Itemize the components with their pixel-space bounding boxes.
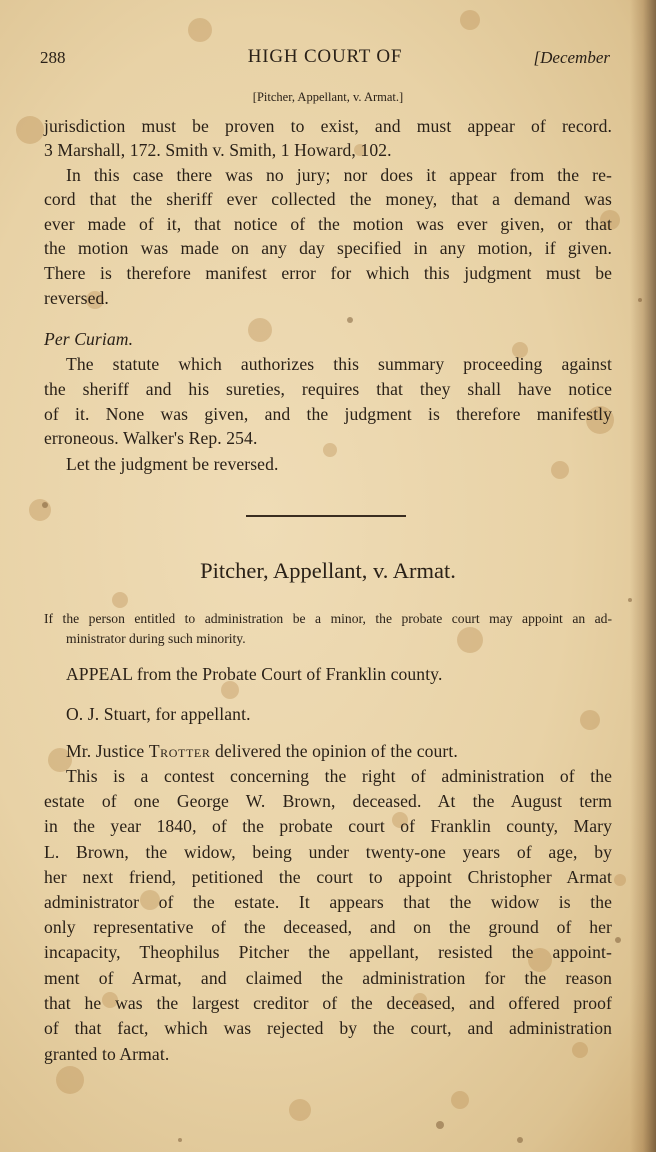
- text-line: Let the judgment be reversed.: [66, 454, 279, 474]
- text-line: her next friend, petitioned the court to appoint Christopher Armat: [44, 867, 612, 887]
- text-line: jurisdiction must be proven to exist, and must appear of record.: [44, 116, 612, 136]
- case-caption: [Pitcher, Appellant, v. Armat.]: [252, 90, 404, 104]
- running-title: HIGH COURT OF: [247, 46, 403, 67]
- text-line: cord that the sheriff ever collected the money, that a demand was: [44, 189, 612, 209]
- text-line: erroneous. Walker's Rep. 254.: [44, 428, 258, 448]
- text-line: the motion was made on any day specified in any motion, if given.: [44, 238, 612, 258]
- text-line: This is a contest concerning the right of administration of the: [66, 766, 612, 786]
- text-line: that he was the largest creditor of the deceased, and offered proof: [44, 993, 612, 1013]
- text-line: granted to Armat.: [44, 1044, 170, 1064]
- opinion-intro: [44, 739, 612, 763]
- case-title: Pitcher, Appellant, v. Armat.: [200, 558, 456, 583]
- page-header: [40, 42, 610, 72]
- text-line: in the year 1840, of the probate court of Franklin county, Mary: [44, 816, 612, 836]
- text-line: of it. None was given, and the judgment is therefore manifestly: [44, 404, 612, 424]
- text-line: estate of one George W. Brown, deceased. At the August term: [44, 791, 612, 811]
- counsel-line: O. J. Stuart, for appellant.: [66, 704, 251, 724]
- opinion-intro-suffix: delivered the opinion of the court.: [214, 741, 458, 761]
- text-line: the sheriff and his sureties, requires that they shall have notice: [44, 379, 612, 399]
- text-line: There is therefore manifest error for which this judgment must be: [44, 263, 612, 283]
- text-line: In this case there was no jury; nor does it appear from the re-: [66, 165, 612, 185]
- text-line: of that fact, which was rejected by the court, and administration: [44, 1018, 612, 1038]
- headnote-line: If the person entitled to administration be a minor, the probate court may appoint an ad-: [44, 611, 612, 626]
- per-curiam-heading: Per Curiam.: [44, 329, 134, 349]
- text-line: only representative of the deceased, and on the ground of her: [44, 917, 612, 937]
- header-month: [December: [533, 48, 610, 67]
- text-line: L. Brown, the widow, being under twenty-one years of age, by: [44, 842, 612, 862]
- section-divider: [246, 515, 406, 517]
- text-line: The statute which authorizes this summary proceeding against: [66, 354, 612, 374]
- text-line: ever made of it, that notice of the motion was ever given, or that: [44, 214, 612, 234]
- text-line: ment of Armat, and claimed the administration for the reason: [44, 968, 612, 988]
- justice-name: Trotter: [148, 741, 211, 761]
- text-line: 3 Marshall, 172. Smith v. Smith, 1 Howard, 102.: [44, 140, 392, 160]
- text-line: administrator of the estate. It appears that the widow is the: [44, 892, 612, 912]
- appeal-line: APPEAL from the Probate Court of Franklin county.: [66, 664, 443, 684]
- text-line: incapacity, Theophilus Pitcher the appellant, resisted the appoint-: [44, 942, 612, 962]
- opinion-intro-prefix: Mr. Justice: [66, 741, 145, 761]
- page-number: 288: [40, 48, 66, 67]
- headnote-line: ministrator during such minority.: [66, 631, 246, 646]
- text-line: reversed.: [44, 288, 109, 308]
